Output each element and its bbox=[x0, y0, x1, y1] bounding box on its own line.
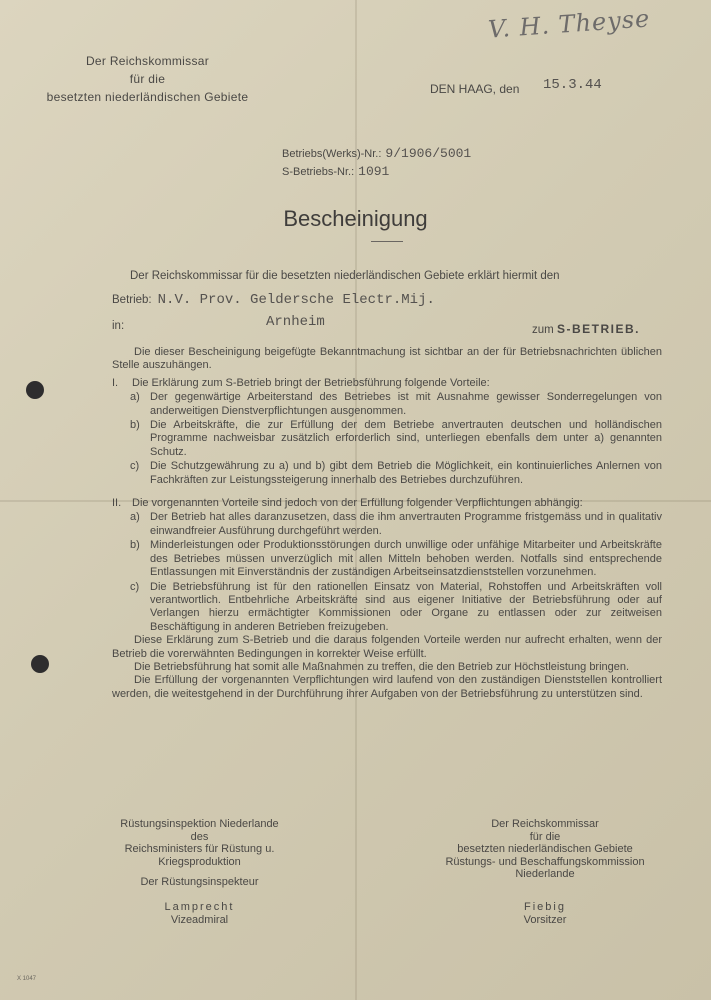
sender-line: für die bbox=[129, 72, 166, 86]
section-label: II. bbox=[112, 497, 122, 510]
intro-text: Der Reichskommissar für die besetzten niederländischen Gebiete erklärt hiermit den bbox=[130, 270, 560, 282]
signatory-role: Der Rüstungsinspekteur bbox=[140, 876, 259, 889]
section-label: I. bbox=[112, 376, 119, 389]
item-text: Die Schutzgewährung zu a) und b) gibt dem Betrieb die Möglichkeit, ein kontinuierliches Anlernen von Fachkräften zur Leistungssteigerung innerhalb des Betriebes durchzuführen. bbox=[150, 460, 662, 486]
betrieb-label: Betrieb: bbox=[112, 294, 152, 306]
item-label: b) bbox=[130, 539, 140, 552]
section-heading: Die Erklärung zum S-Betrieb bringt der Betriebsführung folgende Vorteile: bbox=[132, 376, 490, 389]
item-text: Der gegenwärtige Arbeiterstand des Betriebes ist mit Ausnahme gewisser Sonderregelungen von anderweitigen Dienstverpflichtungen ausgenommen. bbox=[150, 391, 662, 417]
item-text: Die Betriebsführung ist für den rationellen Einsatz von Material, Rohstoffen und Arbeitskräften voll verantwortlich. Entbehrliche Arbeitskräfte sind aus eigener Initiative der Betriebsführung oder auf Verlangen hierzu ermächtigter Kommissionen oder Organe zu entlassen oder zur zeitweisen Beschäftigung in anderen Betrieben freizugeben. bbox=[150, 580, 662, 633]
company-name: N.V. Prov. Geldersche Electr.Mij. bbox=[157, 292, 435, 308]
punch-hole-top bbox=[26, 381, 44, 399]
signature-line: des bbox=[190, 830, 209, 843]
signature-line: Reichsministers für Rüstung u. bbox=[124, 843, 275, 856]
item-text: Die Arbeitskräfte, die zur Erfüllung der dem Betriebe anvertrauten deutschen und holländischen Programme nachweisbar zusätzlich erforderlich sind, unterliegen ebenfalls dem unter a) genannten Schutz. bbox=[150, 419, 662, 458]
item-label: c) bbox=[130, 580, 140, 593]
signatory-name: Lamprecht bbox=[164, 900, 235, 913]
works-number-label: Betriebs(Werks)-Nr.: bbox=[282, 148, 382, 160]
company-city: Arnheim bbox=[266, 314, 325, 330]
punch-hole-bottom bbox=[31, 655, 49, 673]
item-label: a) bbox=[130, 391, 140, 404]
place-label: DEN HAAG, den bbox=[430, 82, 520, 96]
section-2 bbox=[112, 497, 662, 634]
item-label: b) bbox=[130, 419, 140, 432]
signature-line: Niederlande bbox=[515, 868, 575, 881]
closing-paragraph: Diese Erklärung zum S-Betrieb und die daraus folgenden Vorteile werden nur aufrecht erhalten, wenn der Betrieb die vorerwähnten Bedingungen in korrekter Weise erfüllt. bbox=[112, 634, 662, 660]
signatory-title: Vizeadmiral bbox=[170, 913, 229, 926]
document-title: Bescheinigung bbox=[283, 206, 428, 231]
list-item bbox=[130, 460, 662, 487]
sender-line: besetzten niederländischen Gebiete bbox=[46, 90, 249, 104]
item-label: c) bbox=[130, 460, 140, 473]
item-text: Minderleistungen oder Produktionsstörungen durch unwillige oder unfähige Mitarbeiter und Arbeitskräfte des Betriebes müssen unverzüglich mit allen Mitteln behoben werden. Notfalls sind entsprechende Entlassungen mit Einverständnis der zuständigen Arbeitseinsatzdienststellen vorzunehmen. bbox=[150, 539, 662, 579]
document-date: 15.3.44 bbox=[543, 77, 602, 93]
list-item bbox=[130, 511, 662, 538]
signature-line: Rüstungs- und Beschaffungskommission bbox=[445, 855, 645, 868]
item-label: a) bbox=[130, 511, 140, 524]
works-numbers bbox=[282, 145, 471, 181]
company-line bbox=[112, 292, 435, 308]
in-label: in: bbox=[112, 320, 125, 332]
signature-block-left bbox=[92, 818, 307, 926]
sender-block bbox=[30, 52, 265, 106]
handwritten-signature: V. H. Theyse bbox=[487, 4, 652, 44]
notice-paragraph: Die dieser Bescheinigung beigefügte Bekanntmachung ist sichtbar an der für Betriebsnachrichten üblichen Stelle auszuhängen. bbox=[112, 346, 662, 372]
title-underline bbox=[371, 241, 403, 242]
s-betrieb-label: S-BETRIEB. bbox=[556, 322, 640, 336]
signatory-title: Vorsitzer bbox=[523, 913, 567, 926]
zum-label: zum bbox=[532, 324, 554, 336]
section-1 bbox=[112, 377, 662, 487]
closing-paragraph: Die Erfüllung der vorgenannten Verpflichtungen wird laufend von den zuständigen Dienststellen kontrolliert werden, die weitestgehend in der Durchführung ihrer Aufgaben von der Betriebsführung zu unterstützen sind. bbox=[112, 674, 662, 700]
document-body bbox=[112, 346, 662, 701]
signature-line: Der Reichskommissar bbox=[491, 818, 599, 830]
item-text: Der Betrieb hat alles daranzusetzen, dass die ihm anvertrauten Programme fristgemäss und in qualitativ einwandfreier Ausführung durchgeführt werden. bbox=[150, 511, 662, 537]
section-heading: Die vorgenannten Vorteile sind jedoch von der Erfüllung folgender Verpflichtungen abhängig: bbox=[132, 497, 583, 510]
signature-block-right bbox=[425, 818, 665, 926]
closing-paragraph: Die Betriebsführung hat somit alle Maßnahmen zu treffen, die den Betrieb zur Höchstleistung bringen. bbox=[134, 660, 630, 673]
signature-line: Kriegsproduktion bbox=[158, 855, 241, 868]
s-number-value: 1091 bbox=[358, 164, 390, 179]
sender-line: Der Reichskommissar bbox=[85, 54, 210, 68]
list-item bbox=[130, 391, 662, 418]
list-item bbox=[130, 539, 662, 579]
s-number-label: S-Betriebs-Nr.: bbox=[282, 166, 355, 178]
signature-line: Rüstungsinspektion Niederlande bbox=[120, 818, 279, 830]
footer-reference: X 1047 bbox=[17, 976, 37, 982]
list-item bbox=[130, 581, 662, 635]
list-item bbox=[130, 419, 662, 459]
signature-line: für die bbox=[529, 830, 561, 843]
works-number-value: 9/1906/5001 bbox=[385, 146, 472, 161]
s-betrieb-designation bbox=[532, 322, 640, 336]
signatory-name: Fiebig bbox=[524, 900, 566, 913]
signature-line: besetzten niederländischen Gebiete bbox=[457, 843, 633, 856]
